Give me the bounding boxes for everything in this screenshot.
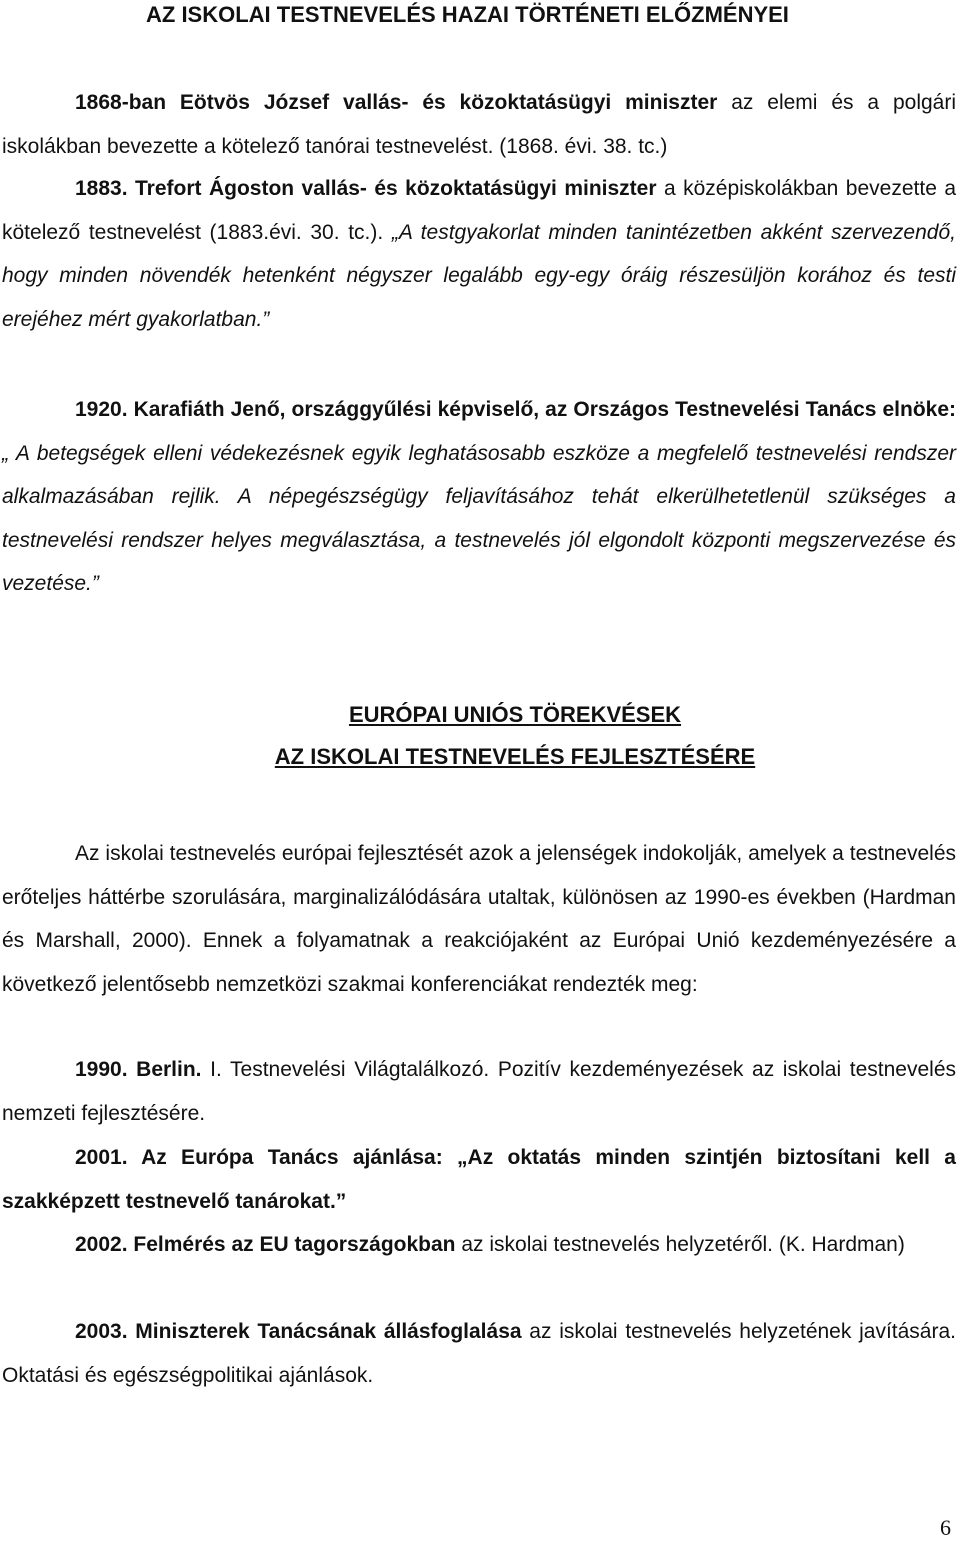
paragraph-2003-bold: 2003. Miniszterek Tanácsának állásfoglalása bbox=[75, 1320, 522, 1343]
paragraph-2002-text: az iskolai testnevelés helyzetéről. (K. Hardman) bbox=[455, 1233, 905, 1256]
paragraph-2002 bbox=[2, 1223, 956, 1267]
paragraph-1990-text: I. Testnevelési Világtalálkozó. Pozitív kezdeményezések az iskolai testnevelés nemzeti fejlesztésére. bbox=[2, 1058, 956, 1125]
paragraph-1920-quote: „ A betegségek elleni védekezésnek egyik leghatásosabb eszköze a megfelelő testnevelési rendszer alkalmazásában rejlik. A népegészségügy feljavításához tehát elkerülhetetlenül szükséges a testnevelési rendszer helyes megválasztása, a testnevelés jól elgondolt központi megszervezése és vezetése.” bbox=[2, 441, 956, 596]
paragraph-2001-bold: 2001. Az Európa Tanács ajánlása: „Az oktatás minden szintjén biztosítani kell a szakképzett testnevelő tanárokat.” bbox=[2, 1146, 956, 1213]
paragraph-1883-bold: 1883. Trefort Ágoston vallás- és közoktatásügyi miniszter bbox=[75, 177, 657, 200]
paragraph-1868 bbox=[2, 81, 956, 168]
paragraph-1990 bbox=[2, 1048, 956, 1135]
section-heading-eu-line1: EURÓPAI UNIÓS TÖREKVÉSEK bbox=[348, 702, 682, 727]
paragraph-1920-bold: 1920. Karafiáth Jenő, országgyűlési képviselő, az Országos Testnevelési Tanács elnöke: bbox=[75, 398, 956, 421]
paragraph-1883-text: a középiskolákban bevezette a kötelező testnevelést (1883.évi. 30. tc.). bbox=[2, 177, 957, 244]
paragraph-2001 bbox=[2, 1136, 956, 1223]
paragraph-1868-text: az elemi és a polgári iskolákban bevezette a kötelező tanórai testnevelést. (1868. évi. 38. tc.) bbox=[2, 91, 957, 158]
paragraph-2003 bbox=[2, 1310, 956, 1397]
page-number: 6 bbox=[940, 1515, 951, 1540]
paragraph-eu-intro-text: Az iskolai testnevelés európai fejlesztését azok a jelenségek indokolják, amelyek a testnevelés erőteljes háttérbe szorulására, marginalizálódására utaltak, különösen az 1990-es években (Hardman és Marshall, 2000). Ennek a folyamatnak a reakciójaként az Európai Unió kezdeményezésére a következő jelentősebb nemzetközi szakmai konferenciákat rendezték meg: bbox=[2, 842, 956, 996]
paragraph-1920 bbox=[2, 388, 956, 606]
paragraph-1883-quote: „A testgyakorlat minden tanintézetben akként szervezendő, hogy minden növendék hetenként négyszer legalább egy-egy óráig részesüljön korához és testi erejéhez mért gyakorlatban.” bbox=[2, 220, 956, 331]
paragraph-eu-intro bbox=[2, 832, 956, 1006]
paragraph-2003-text: az iskolai testnevelés helyzetének javítására. Oktatási és egészségpolitikai ajánlások. bbox=[2, 1320, 956, 1387]
section-heading-eu-line2: AZ ISKOLAI TESTNEVELÉS FEJLESZTÉSÉRE bbox=[274, 744, 756, 769]
section-heading-history: AZ ISKOLAI TESTNEVELÉS HAZAI TÖRTÉNETI ELŐZMÉNYEI bbox=[146, 2, 789, 27]
paragraph-1883 bbox=[2, 167, 956, 341]
paragraph-1990-bold: 1990. Berlin. bbox=[75, 1058, 202, 1081]
paragraph-2002-bold: 2002. Felmérés az EU tagországokban bbox=[75, 1233, 456, 1256]
paragraph-1868-bold: 1868-ban Eötvös József vallás- és közoktatásügyi miniszter bbox=[75, 91, 718, 114]
